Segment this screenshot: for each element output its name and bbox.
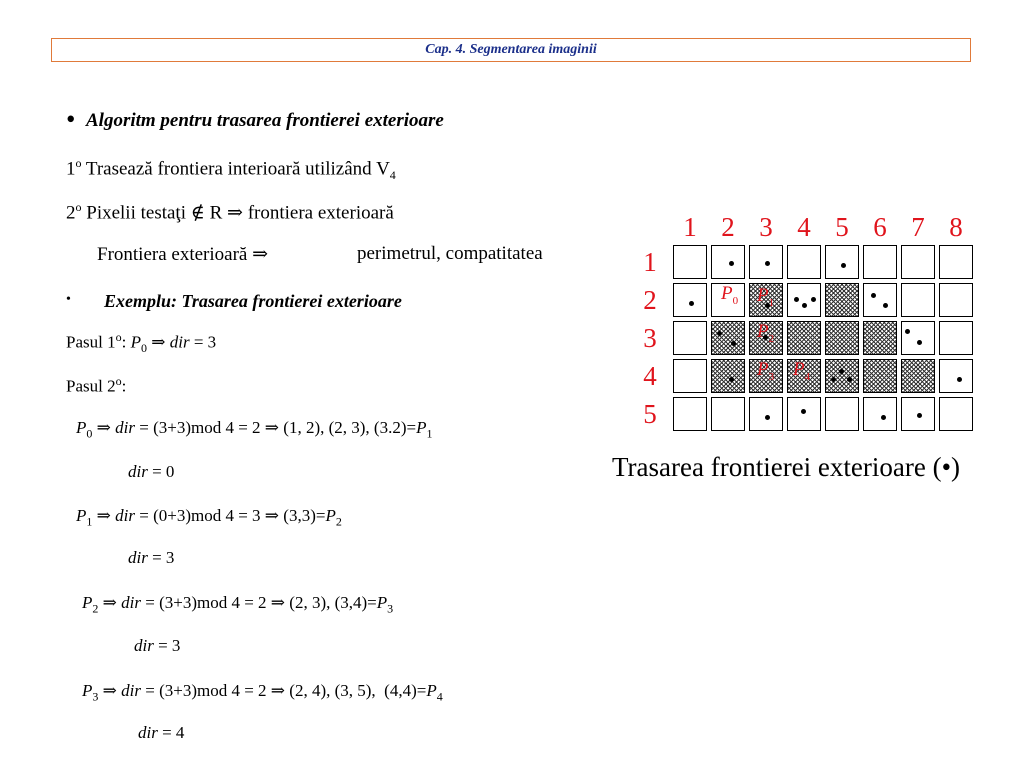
grid-cell xyxy=(711,359,745,393)
implies-symbol: ⇒ xyxy=(252,244,269,265)
grid-cell xyxy=(825,359,859,393)
notin-symbol: ∉ xyxy=(190,202,205,224)
boundary-dot xyxy=(883,303,888,308)
column-number: 7 xyxy=(911,212,925,242)
boundary-dot xyxy=(717,331,722,336)
pixel-grid xyxy=(673,245,977,439)
grid-cell xyxy=(787,397,821,431)
grid-cell xyxy=(673,359,707,393)
row-number: 4 xyxy=(643,361,657,391)
row-number: 1 xyxy=(643,247,657,277)
grid-cell xyxy=(901,245,935,279)
grid-cell xyxy=(711,245,745,279)
grid-cell xyxy=(825,245,859,279)
step-2-text-a: Pixelii testaţi xyxy=(81,202,191,224)
example-line: dir = 0 xyxy=(128,462,175,481)
boundary-dot xyxy=(917,413,922,418)
grid-cell xyxy=(863,397,897,431)
grid-cell xyxy=(673,245,707,279)
column-number: 2 xyxy=(721,212,735,242)
example-line: dir = 3 xyxy=(128,548,175,567)
boundary-dot xyxy=(731,341,736,346)
boundary-dot xyxy=(765,415,770,420)
step-1-text: Trasează frontiera interioară utilizând V xyxy=(81,158,390,180)
grid-cell xyxy=(863,359,897,393)
row-number: 3 xyxy=(643,323,657,353)
step-1 xyxy=(66,156,396,183)
example-line: $P_2$ ⇒ dir = (3+3)mod 4 = 2 ⇒ (2, 3), $(3,4)=P_3$ xyxy=(82,593,394,616)
grid-cell xyxy=(825,397,859,431)
boundary-dot xyxy=(871,293,876,298)
example-title: Exemplu: Trasarea frontierei exterioare xyxy=(104,291,402,311)
example-line: $P_0$ ⇒ dir = (3+3)mod 4 = 2 ⇒ (1, 2), (2, 3), $(3.2)=P_1$ xyxy=(76,418,433,441)
line-3-text-b: perimetrul, compatitatea xyxy=(357,243,543,264)
grid-cell xyxy=(863,245,897,279)
example-line: $P_1$ ⇒ dir = (0+3)mod 4 = 3 ⇒ $(3,3)=P_2$ xyxy=(76,506,342,529)
row-number: 5 xyxy=(643,399,657,429)
line-3-text-a: Frontiera exterioară xyxy=(97,244,253,265)
grid-cell xyxy=(673,397,707,431)
point-label: $P_0$ xyxy=(721,283,739,307)
boundary-dot xyxy=(802,303,807,308)
boundary-dot xyxy=(729,377,734,382)
step-2 xyxy=(66,200,394,224)
boundary-dot xyxy=(905,329,910,334)
grid-cell xyxy=(711,397,745,431)
grid-cell xyxy=(863,321,897,355)
boundary-dot xyxy=(811,297,816,302)
boundary-dot xyxy=(881,415,886,420)
implies-symbol: ⇒ xyxy=(227,202,243,224)
grid-cell xyxy=(787,245,821,279)
example-line: $P_3$ ⇒ dir = (3+3)mod 4 = 2 ⇒ (2, 4), (3, 5), $(4,4)=P_4$ xyxy=(82,681,443,704)
point-label: $P_3$ xyxy=(757,359,775,383)
boundary-dot xyxy=(917,340,922,345)
boundary-dot xyxy=(831,377,836,382)
row-number: 2 xyxy=(643,285,657,315)
grid-cell xyxy=(749,397,783,431)
example-line: dir = 3 xyxy=(134,636,181,655)
boundary-dot xyxy=(847,377,852,382)
boundary-dot xyxy=(794,297,799,302)
step-1-sub: 4 xyxy=(389,168,396,183)
grid-cell xyxy=(673,283,707,317)
boundary-dot xyxy=(957,377,962,382)
boundary-dot xyxy=(765,261,770,266)
grid-cell xyxy=(787,321,821,355)
boundary-dot xyxy=(841,263,846,268)
column-number: 3 xyxy=(759,212,773,242)
header-title: Cap. 4. Segmentarea imaginii xyxy=(425,42,597,57)
line-3 xyxy=(97,243,268,266)
boundary-dot xyxy=(689,301,694,306)
grid-cell xyxy=(825,321,859,355)
step-2-num: 2 xyxy=(66,202,76,224)
column-number: 4 xyxy=(797,212,811,242)
step-1-num: 1 xyxy=(66,158,76,180)
example-line: Pasul 1$^o$: $P_0$ ⇒ dir = 3 xyxy=(66,330,217,356)
example-line: Pasul 2$^o$: xyxy=(66,374,127,396)
section-title: Algoritm pentru trasarea frontierei exterioare xyxy=(86,110,444,131)
grid-cell xyxy=(825,283,859,317)
step-2-text-c: frontiera exterioară xyxy=(242,202,394,224)
point-label: $P_4$ xyxy=(793,359,811,383)
grid-cell xyxy=(711,321,745,355)
point-label: $P_2$ xyxy=(757,321,775,345)
figure-caption: Trasarea frontierei exterioare (•) xyxy=(612,452,961,482)
grid-cell xyxy=(863,283,897,317)
example-line: dir = 4 xyxy=(138,723,185,742)
grid-cell xyxy=(939,397,973,431)
step-2-text-b: R xyxy=(204,202,228,224)
example-bullet: • xyxy=(66,292,71,307)
grid-cell xyxy=(901,321,935,355)
step-1-sup: o xyxy=(75,156,82,170)
boundary-dot xyxy=(839,369,844,374)
column-number: 6 xyxy=(873,212,887,242)
step-2-sup: o xyxy=(75,200,82,214)
grid-cell xyxy=(939,245,973,279)
point-label: $P_1$ xyxy=(757,285,775,309)
section-bullet: • xyxy=(66,104,76,134)
column-number: 5 xyxy=(835,212,849,242)
boundary-dot xyxy=(801,409,806,414)
grid-cell xyxy=(939,321,973,355)
grid-cell xyxy=(939,283,973,317)
slide-header xyxy=(51,38,971,62)
column-number: 1 xyxy=(683,212,697,242)
boundary-dot xyxy=(729,261,734,266)
grid-cell xyxy=(939,359,973,393)
column-number: 8 xyxy=(949,212,963,242)
grid-cell xyxy=(901,283,935,317)
grid-cell xyxy=(673,321,707,355)
grid-cell xyxy=(901,359,935,393)
